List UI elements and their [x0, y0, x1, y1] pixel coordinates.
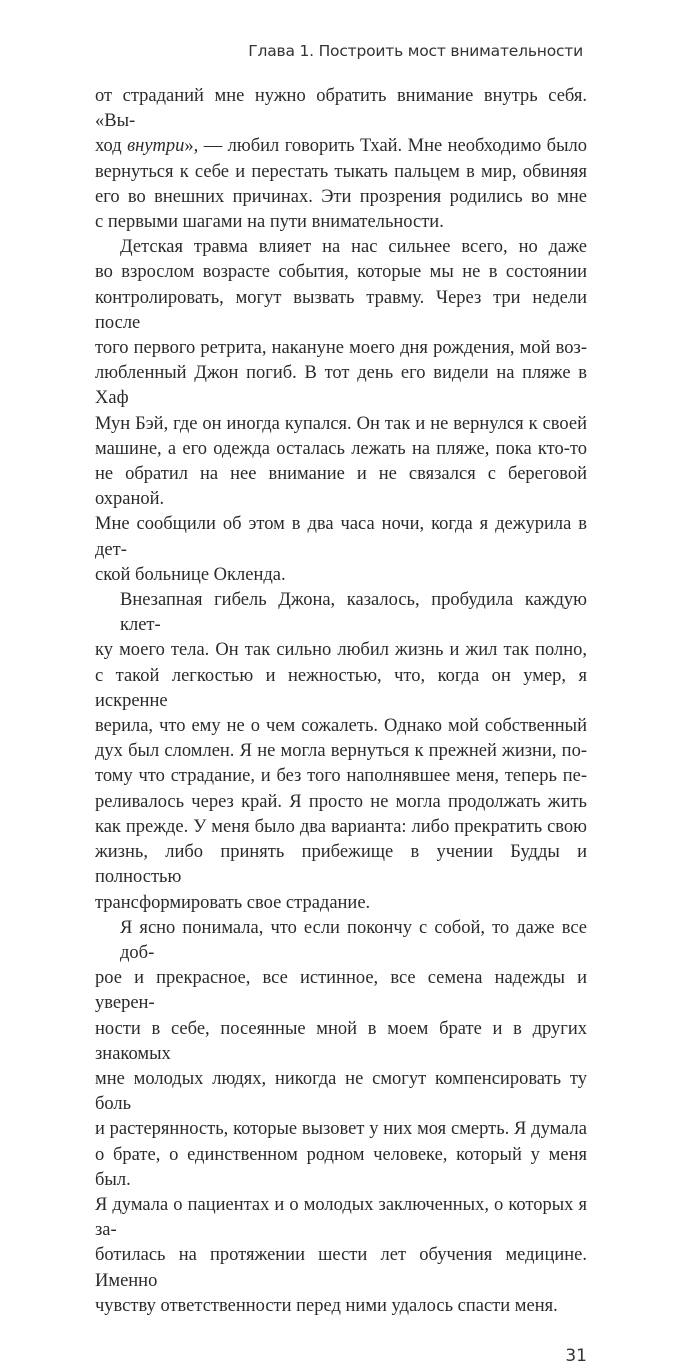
text-span: его во внешних причинах. Эти прозрения родились во мне [95, 186, 587, 207]
text-span: машине, а его одежда осталась лежать на пляже, пока кто-то [95, 438, 587, 459]
text-line [95, 563, 587, 588]
text-span: контролировать, могут вызвать травму. Через три недели после [95, 287, 587, 333]
text-span: Внезапная гибель Джона, казалось, пробудила каждую клет- [120, 590, 587, 636]
text-line [95, 1017, 587, 1067]
text-line [95, 361, 587, 411]
page-number: 31 [565, 1345, 587, 1366]
text-span: », — любил говорить Тхай. Мне необходимо было [184, 136, 587, 157]
paragraph [95, 235, 587, 588]
text-line [95, 1117, 587, 1142]
text-span: чувству ответственности перед ними удалось спасти меня. [95, 1295, 558, 1316]
text-line [95, 966, 587, 1016]
text-span: ботилась на протяжении шести лет обучения медицине. Именно [95, 1245, 587, 1291]
text-span: с первыми шагами на пути внимательности. [95, 212, 444, 233]
text-span: ход [95, 136, 128, 157]
text-line [95, 260, 587, 285]
text-line [95, 462, 587, 512]
text-line [95, 891, 587, 916]
text-line [95, 764, 587, 789]
running-header: Глава 1. Построить мост внимательности [248, 42, 583, 60]
text-span: мне молодых людях, никогда не смогут компенсировать ту боль [95, 1068, 587, 1115]
text-span: Я думала о пациентах и о молодых заключенных, о которых я за- [95, 1194, 587, 1241]
page-content [95, 84, 587, 1367]
text-span: рое и прекрасное, все истинное, все семена надежды и уверен- [95, 968, 587, 1014]
text-line [95, 815, 587, 840]
text-span: от страданий мне нужно обратить внимание внутрь себя. «Вы- [95, 86, 587, 132]
text-line [95, 437, 587, 462]
text-line [95, 210, 587, 235]
text-span: ности в себе, посеянные мной в моем брате и в других знакомых [95, 1018, 587, 1064]
text-span: как прежде. У меня было два варианта: либо прекратить свою [95, 816, 587, 837]
text-span: ку моего тела. Он так сильно любил жизнь и жил так полно, [95, 640, 587, 661]
text-span: любленный Джон погиб. В тот день его видели на пляже в Хаф [95, 363, 587, 409]
text-span: жизнь, либо принять прибежище в учении Будды и полностью [95, 842, 587, 888]
text-line [95, 235, 587, 260]
text-line [95, 1193, 587, 1243]
text-span: вернуться к себе и перестать тыкать пальцем в мир, обвиняя [95, 161, 587, 182]
text-span: во взрослом возрасте события, которые мы не в состоянии [95, 262, 587, 283]
text-span: Детская травма влияет на нас сильнее всего, но даже [120, 237, 587, 258]
text-span: того первого ретрита, накануне моего дня рождения, мой воз- [95, 338, 587, 359]
text-line [95, 739, 587, 764]
paragraph [95, 588, 587, 916]
text-line [95, 790, 587, 815]
body-text [95, 84, 587, 1319]
text-line [95, 84, 587, 134]
text-line [95, 664, 587, 714]
text-span: и растерянность, которые вызовет у них моя смерть. Я думала [95, 1119, 587, 1140]
text-line [95, 336, 587, 361]
text-span: трансформировать свое страдание. [95, 892, 371, 913]
text-line [95, 1143, 587, 1193]
text-line [95, 916, 587, 966]
paragraph [95, 916, 587, 1319]
text-span: Мун Бэй, где он иногда купался. Он так и не вернулся к своей [95, 413, 587, 434]
text-line [95, 286, 587, 336]
text-span: с такой легкостью и нежностью, что, когда он умер, я искренне [95, 665, 587, 711]
paragraph [95, 84, 587, 235]
text-line [95, 160, 587, 185]
text-span: о брате, о единственном родном человеке, который у меня был. [95, 1144, 587, 1190]
text-line [95, 638, 587, 663]
text-span: ской больнице Окленда. [95, 564, 286, 585]
text-line [95, 185, 587, 210]
text-span: верила, что ему не о чем сожалеть. Однако мой собственный [95, 716, 587, 737]
text-line [95, 588, 587, 638]
text-line [95, 512, 587, 562]
text-span: дух был сломлен. Я не могла вернуться к прежней жизни, по- [95, 741, 587, 762]
text-span: не обратил на нее внимание и не связался с береговой охраной. [95, 464, 587, 510]
text-span: тому что страдание, и без того наполнявшее меня, теперь пе- [95, 766, 587, 787]
text-line [95, 840, 587, 890]
text-span: Я ясно понимала, что если покончу с собой, то даже все доб- [120, 917, 587, 963]
text-line [95, 1067, 587, 1117]
text-span: Мне сообщили об этом в два часа ночи, когда я дежурила в дет- [95, 514, 587, 560]
italic-text: внутри [127, 136, 185, 157]
text-line [95, 714, 587, 739]
text-span: реливалось через край. Я просто не могла продолжать жить [95, 791, 587, 812]
text-line [95, 134, 587, 159]
text-line [95, 1294, 587, 1319]
text-line [95, 1243, 587, 1293]
text-line [95, 412, 587, 437]
